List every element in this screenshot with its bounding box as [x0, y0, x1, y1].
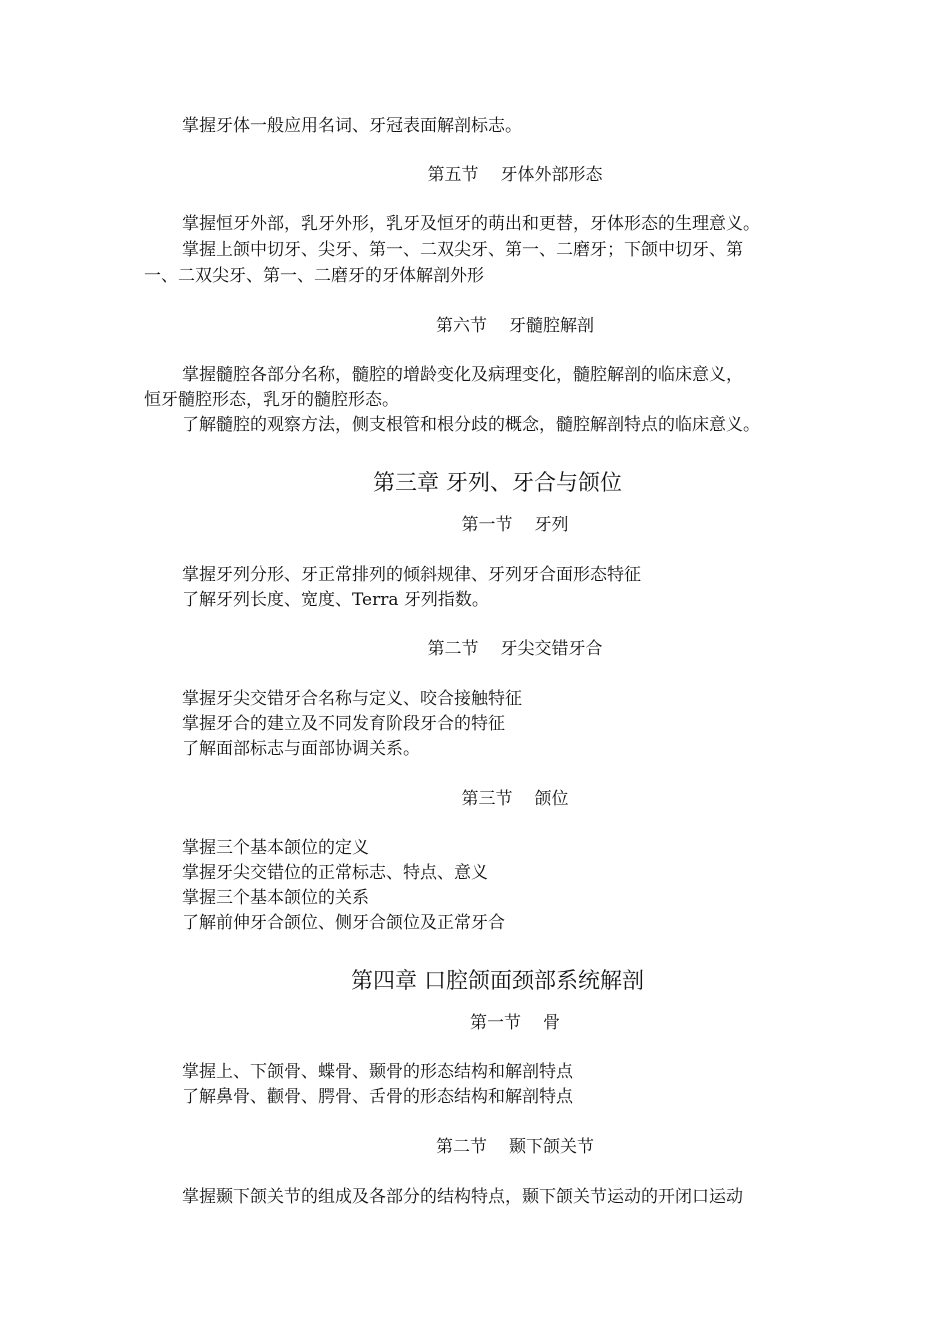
section-number: 第二节	[427, 639, 479, 659]
paragraph-line: 掌握牙体一般应用名词、牙冠表面解剖标志。	[182, 116, 522, 136]
paragraph-line: 掌握牙尖交错牙合名称与定义、咬合接触特征	[182, 689, 522, 709]
section-title: 牙列	[534, 515, 569, 535]
paragraph-line: 了解面部标志与面部协调关系。	[182, 739, 420, 759]
paragraph-line: 了解前伸牙合颌位、侧牙合颌位及正常牙合	[182, 913, 505, 933]
paragraph-line: 了解髓腔的观察方法，侧支根管和根分歧的概念，髓腔解剖特点的临床意义。	[182, 415, 760, 435]
section-heading	[0, 786, 950, 812]
section-heading	[0, 512, 950, 538]
section-heading	[0, 313, 950, 339]
section-title: 骨	[543, 1013, 560, 1033]
section-heading	[0, 1010, 950, 1036]
paragraph-line: 掌握牙合的建立及不同发育阶段牙合的特征	[182, 714, 505, 734]
section-number: 第一节	[461, 515, 513, 535]
paragraph-line: 掌握牙列分形、牙正常排列的倾斜规律、牙列牙合面形态特征	[182, 565, 641, 585]
paragraph-line: 掌握上、下颌骨、蝶骨、颞骨的形态结构和解剖特点	[182, 1062, 573, 1082]
paragraph-line: 了解鼻骨、颧骨、腭骨、舌骨的形态结构和解剖特点	[182, 1087, 573, 1107]
paragraph-line: 掌握牙尖交错位的正常标志、特点、意义	[182, 863, 488, 883]
paragraph-line: 一、二双尖牙、第一、二磨牙的牙体解剖外形	[144, 266, 484, 286]
paragraph-line: 掌握三个基本颌位的关系	[182, 888, 369, 908]
paragraph-line: 掌握髓腔各部分名称，髓腔的增龄变化及病理变化，髓腔解剖的临床意义，	[182, 365, 743, 385]
section-heading	[0, 162, 950, 188]
section-number: 第三节	[461, 789, 513, 809]
section-title: 牙体外部形态	[500, 165, 603, 185]
section-title: 颌位	[534, 789, 569, 809]
section-title: 牙尖交错牙合	[500, 639, 603, 659]
section-title: 颞下颌关节	[509, 1137, 594, 1157]
section-heading	[0, 636, 950, 662]
paragraph-line: 掌握恒牙外部，乳牙外形，乳牙及恒牙的萌出和更替，牙体形态的生理意义。	[182, 214, 760, 234]
section-number: 第五节	[427, 165, 479, 185]
paragraph-line: 掌握上颌中切牙、尖牙、第一、二双尖牙、第一、二磨牙；下颌中切牙、第	[182, 240, 743, 260]
section-heading	[0, 1134, 950, 1160]
paragraph-line: 恒牙髓腔形态，乳牙的髓腔形态。	[144, 390, 399, 410]
paragraph-line: 了解牙列长度、宽度、Terra 牙列指数。	[182, 590, 489, 610]
paragraph-line: 掌握颞下颌关节的组成及各部分的结构特点，颞下颌关节运动的开闭口运动	[182, 1187, 743, 1207]
chapter-heading: 第四章 口腔颌面颈部系统解剖	[351, 969, 644, 994]
paragraph-line: 掌握三个基本颌位的定义	[182, 838, 369, 858]
section-number: 第一节	[470, 1013, 521, 1033]
section-number: 第二节	[436, 1137, 487, 1157]
chapter-heading: 第三章 牙列、牙合与颌位	[373, 471, 622, 496]
section-number: 第六节	[436, 316, 487, 336]
section-title: 牙髓腔解剖	[509, 316, 594, 336]
